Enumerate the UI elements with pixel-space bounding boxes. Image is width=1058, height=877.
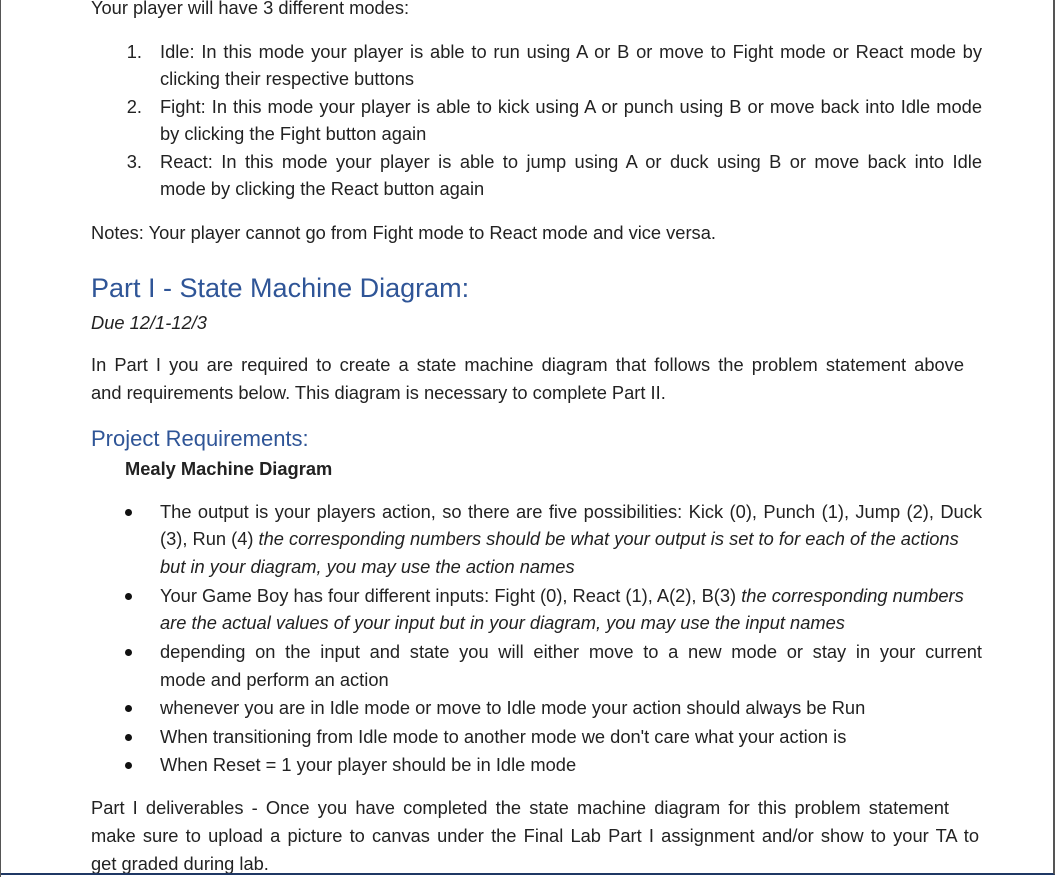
bullet-6-text: When Reset = 1 your player should be in Idle mode <box>160 754 577 775</box>
mode-1-line-1: Idle: In this mode your player is able to run using A or B or move to Fight mode or React mode by <box>160 41 982 62</box>
bullet-3-line-1: depending on the input and state you will either move to a new mode or stay in your current <box>160 641 982 662</box>
bullet-3-line-2: mode and perform an action <box>160 669 389 690</box>
bullet-icon <box>125 509 132 516</box>
bullet-2-italic-text: the corresponding numbers <box>741 585 964 606</box>
bullet-5-text: When transitioning from Idle mode to another mode we don't care what your action is <box>160 726 847 747</box>
due-date: Due 12/1-12/3 <box>91 312 207 333</box>
mode-number-1: 1. <box>126 41 142 62</box>
requirements-heading: Project Requirements: <box>91 426 309 451</box>
bullet-icon <box>125 762 132 769</box>
bullet-icon <box>125 734 132 741</box>
part1-heading: Part I - State Machine Diagram: <box>91 273 470 303</box>
part1-paragraph-line-1: In Part I you are required to create a state machine diagram that follows the problem statement above <box>91 354 964 375</box>
deliverables-line-2: make sure to upload a picture to canvas under the Final Lab Part I assignment and/or show to your TA to <box>91 825 979 846</box>
mealy-heading: Mealy Machine Diagram <box>125 458 333 479</box>
bullet-1-italic-text: the corresponding numbers should be what your output is set to for each of the actions <box>258 528 959 549</box>
intro-text: Your player will have 3 different modes: <box>91 0 410 18</box>
bullet-2-line-1 <box>160 585 964 607</box>
bullet-1-normal-text: (3), Run (4) <box>160 528 259 549</box>
bullet-icon <box>125 593 132 600</box>
page-left-border <box>0 0 1 877</box>
mode-2-line-2: by clicking the Fight button again <box>160 123 427 144</box>
bullet-1-line-2 <box>160 528 959 550</box>
bullet-icon <box>125 705 132 712</box>
bullet-2-normal-text: Your Game Boy has four different inputs: Fight (0), React (1), A(2), B(3) <box>160 585 742 606</box>
part1-paragraph-line-2: and requirements below. This diagram is necessary to complete Part II. <box>91 382 666 403</box>
mode-1-line-2: clicking their respective buttons <box>160 68 415 89</box>
bullet-icon <box>125 649 132 656</box>
mode-number-3: 3. <box>126 151 142 172</box>
mode-2-line-1: Fight: In this mode your player is able to kick using A or punch using B or move back into Idle mode <box>160 96 982 117</box>
deliverables-line-1: Part I deliverables - Once you have completed the state machine diagram for this problem statement <box>91 797 949 818</box>
bullet-4-text: whenever you are in Idle mode or move to Idle mode your action should always be Run <box>160 697 866 718</box>
bullet-2-line-2: are the actual values of your input but in your diagram, you may use the input names <box>160 612 845 633</box>
notes-text: Notes: Your player cannot go from Fight mode to React mode and vice versa. <box>91 222 716 243</box>
mode-3-line-1: React: In this mode your player is able to jump using A or duck using B or move back into Idle <box>160 151 982 172</box>
mode-3-line-2: mode by clicking the React button again <box>160 178 485 199</box>
bullet-1-line-1: The output is your players action, so there are five possibilities: Kick (0), Punch (1), Jump (2), Duck <box>160 501 982 522</box>
mode-number-2: 2. <box>126 96 142 117</box>
deliverables-line-3: get graded during lab. <box>91 853 269 874</box>
bullet-1-line-3: but in your diagram, you may use the action names <box>160 556 575 577</box>
